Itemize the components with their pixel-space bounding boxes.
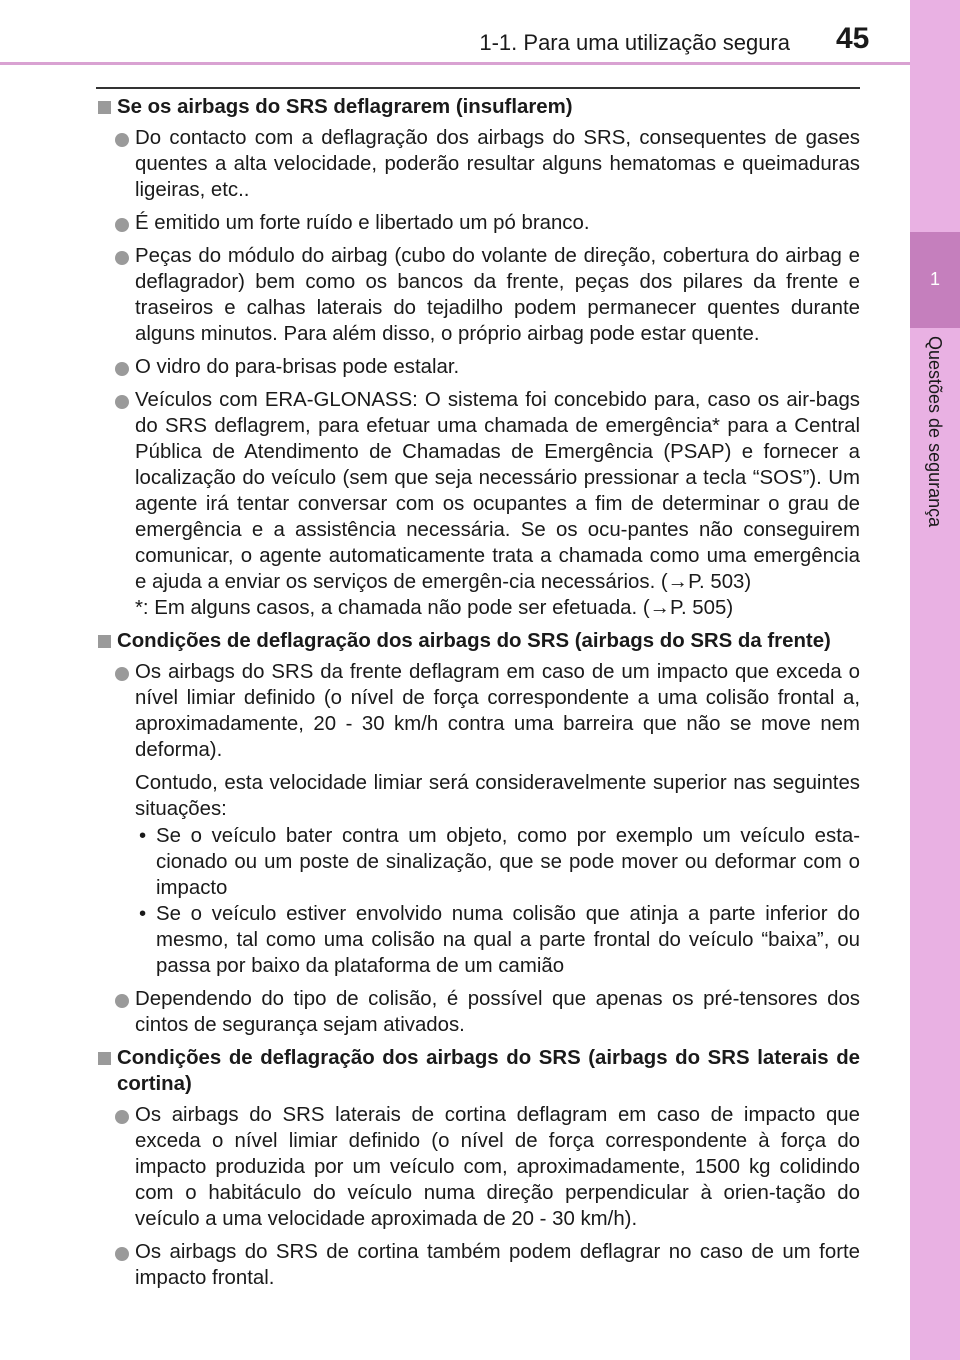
circle-bullet-icon bbox=[115, 395, 129, 409]
section-heading-curtain-airbags: Condições de deflagração dos airbags do SRS (airbags do SRS laterais de cortina) bbox=[98, 1045, 860, 1097]
chapter-side-tab bbox=[910, 0, 960, 1360]
chapter-number-box bbox=[910, 232, 960, 328]
circle-bullet-icon bbox=[115, 1110, 129, 1124]
circle-bullet-icon bbox=[115, 994, 129, 1008]
section-heading-front-airbags: Condições de deflagração dos airbags do SRS (airbags do SRS da frente) bbox=[98, 628, 860, 654]
chapter-number: 1 bbox=[929, 269, 940, 289]
list-item: O vidro do para-brisas pode estalar. bbox=[98, 354, 860, 380]
list-item: Do contacto com a deflagração dos airbags do SRS, consequentes de gases quentes a alta velocidade, poderão resultar alguns hematomas e queimaduras ligeiras, etc.. bbox=[98, 125, 860, 203]
circle-bullet-icon bbox=[115, 218, 129, 232]
header-rule bbox=[0, 62, 910, 65]
circle-bullet-icon bbox=[115, 1247, 129, 1261]
chapter-title: Questões de segurança bbox=[925, 336, 945, 528]
section-heading-airbags-deploy: Se os airbags do SRS deflagrarem (insuflarem) bbox=[98, 94, 860, 120]
dot-bullet-icon: • bbox=[139, 825, 147, 847]
sub-bullet-item: • Se o veículo estiver envolvido numa colisão que atinja a parte inferior do mesmo, tal como uma colisão na qual a parte frontal do veículo “baixa”, ou passa por baixo da plataforma de um camião bbox=[139, 903, 860, 977]
list-item: Os airbags do SRS da frente deflagram em caso de um impacto que exceda o nível limiar definido (o nível de força correspondente a uma colisão frontal a, aproximadamente, 20 - 30 km/h contra uma barreira que não se move nem deforma). Contudo, esta velocidade limiar será consideravelmente superior nas seguintes situações: • Se o veículo bater contra um objeto, como por exemplo um veículo esta-cionado ou um poste de sinalização, que se pode mover ou deformar com o impacto • Se o veículo estiver envolvido numa colisão que atinja a parte inferior do mesmo, tal como uma colisão na qual a parte frontal do veículo “baixa”, ou passa por baixo da plataforma de um camião bbox=[98, 659, 860, 979]
list-item: É emitido um forte ruído e libertado um pó branco. bbox=[98, 210, 860, 236]
list-item: Veículos com ERA-GLONASS: O sistema foi concebido para, caso os air-bags do SRS deflagrem, para efetuar uma chamada de emergência* para a Central Pública de Atendimento de Chamadas de Emergência (PSAP) e fornecer a localização do veículo (sem que seja necessário pressionar a tecla “SOS”). Um agente irá tentar conversar com os ocupantes a fim de determinar o grau de emergência e a assistência necessária. Se os ocu-pantes não conseguirem comunicar, o agente automaticamente trata a chamada como uma emergência e ajuda a enviar os serviços de emergên-cia necessários. (→P. 503) *: Em alguns casos, a chamada não pode ser efetuada. (→P. 505) bbox=[98, 387, 860, 621]
page-content bbox=[98, 94, 860, 1298]
list-item: Os airbags do SRS laterais de cortina deflagram em caso de impacto que exceda o nível limiar definido (o nível de força correspondente à força do impacto produzida por um veículo com, aproximadamente, 1500 kg colidindo com o habitáculo do veículo numa direção perpendicular à orien-tação do veículo a uma velocidade aproximada de 20 - 30 km/h). bbox=[98, 1102, 860, 1232]
list-item: Os airbags do SRS de cortina também podem deflagrar no caso de um forte impacto frontal. bbox=[98, 1239, 860, 1291]
list-item: Peças do módulo do airbag (cubo do volante de direção, cobertura do airbag e deflagrador) bem como os bancos da frente, peças dos pilares da frente e traseiros e calhas laterais do tejadilho podem permanecer quentes durante alguns minutos. Para além disso, o próprio airbag pode estar quente. bbox=[98, 243, 860, 347]
sub-bullet-list bbox=[135, 823, 860, 979]
list-item: Dependendo do tipo de colisão, é possível que apenas os pré-tensores dos cintos de segurança sejam ativados. bbox=[98, 986, 860, 1038]
footnote: *: Em alguns casos, a chamada não pode ser efetuada. (→P. 505) bbox=[135, 597, 734, 619]
circle-bullet-icon bbox=[115, 362, 129, 376]
sub-bullet-item: • Se o veículo bater contra um objeto, como por exemplo um veículo esta-cionado ou um poste de sinalização, que se pode mover ou deformar com o impacto bbox=[139, 825, 860, 899]
square-bullet-icon bbox=[98, 635, 111, 648]
square-bullet-icon bbox=[98, 101, 111, 114]
content-top-rule bbox=[96, 87, 860, 89]
circle-bullet-icon bbox=[115, 251, 129, 265]
section-title: 1-1. Para uma utilização segura bbox=[479, 30, 790, 55]
circle-bullet-icon bbox=[115, 667, 129, 681]
circle-bullet-icon bbox=[115, 133, 129, 147]
dot-bullet-icon: • bbox=[139, 903, 147, 925]
square-bullet-icon bbox=[98, 1052, 111, 1065]
page-number: 45 bbox=[836, 22, 870, 55]
